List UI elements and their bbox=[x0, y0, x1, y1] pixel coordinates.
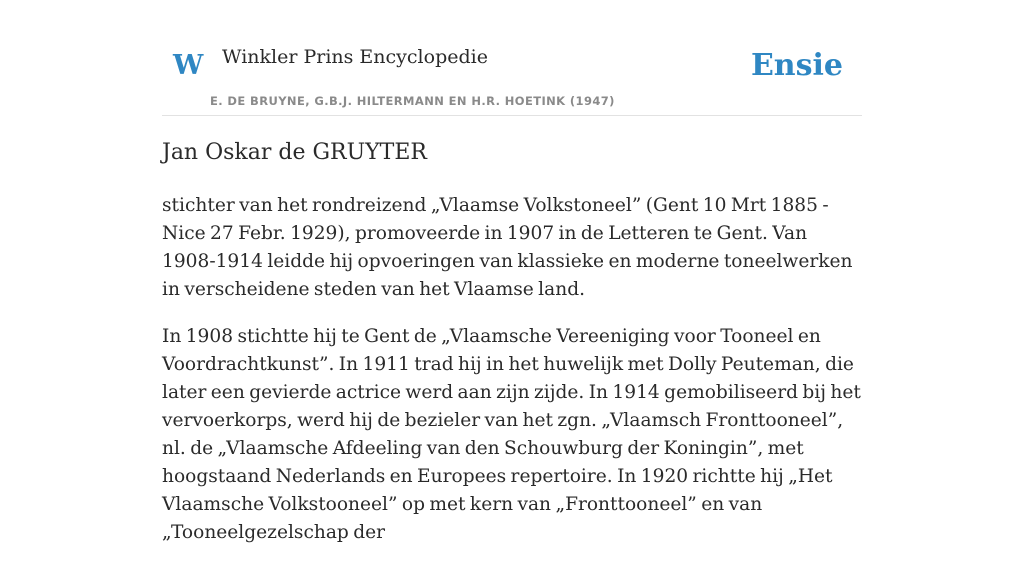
header bbox=[162, 0, 862, 116]
article-paragraph: stichter van het rondreizend „Vlaamse Volkstoneel” (Gent 10 Mrt 1885 - Nice 27 Febr. 1929), promoveerde in 1907 in de Letteren te Gent. Van 1908-1914 leidde hij opvoeringen van klassieke en moderne toneelwerken in verscheidene steden van het Vlaamse land. bbox=[162, 195, 853, 300]
encyclopedia-logo[interactable]: W bbox=[173, 50, 204, 81]
book-authors: E. DE BRUYNE, G.B.J. HILTERMANN EN H.R. HOETINK (1947) bbox=[210, 94, 615, 108]
book-title-link[interactable]: Winkler Prins Encyclopedie bbox=[222, 46, 488, 68]
article-title: Jan Oskar de GRUYTER bbox=[162, 140, 427, 165]
article-body bbox=[162, 192, 862, 566]
article-paragraph: In 1908 stichtte hij te Gent de „Vlaamsche Vereeniging voor Tooneel en Voordrachtkunst”. In 1911 trad hij in het huwelijk met Dolly Peuteman, die later een gevierde actrice werd aan zijn zijde. In 1914 gemobiliseerd bij het vervoerkorps, werd hij de bezieler van het zgn. „Vlaamsch Fronttooneel”, nl. de „Vlaamsche Afdeeling van den Schouwburg der Koningin”, met hoogstaand Nederlands en Europees repertoire. In 1920 richtte hij „Het Vlaamsche Volkstooneel” op met kern van „Fronttooneel” en van „Tooneelgezelschap der bbox=[162, 326, 861, 543]
ensie-brand-logo[interactable]: Ensie bbox=[750, 48, 843, 83]
